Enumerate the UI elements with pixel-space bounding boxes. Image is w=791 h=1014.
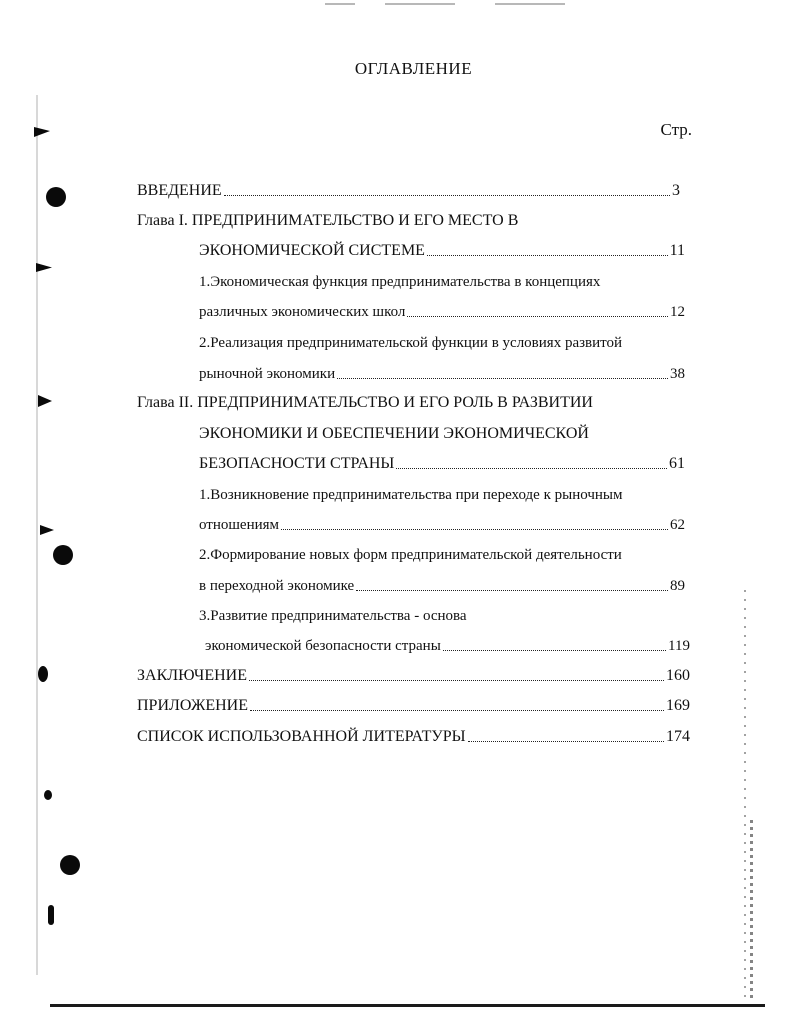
page-column-label: Стр. bbox=[660, 120, 692, 139]
toc-entry-section bbox=[199, 301, 685, 323]
dot-leader bbox=[249, 679, 664, 681]
toc-entry-conclusion bbox=[137, 665, 690, 687]
dot-leader bbox=[250, 709, 664, 711]
binding-mark bbox=[40, 525, 54, 535]
dot-leader bbox=[281, 528, 668, 530]
toc-page-number: 11 bbox=[669, 242, 685, 259]
toc-entry-text: БЕЗОПАСНОСТИ СТРАНЫ bbox=[199, 455, 395, 472]
toc-entry-text: в переходной экономике bbox=[199, 578, 355, 594]
toc-entry-intro bbox=[137, 180, 680, 202]
binding-mark bbox=[36, 263, 52, 272]
toc-entry-text: ПРИЛОЖЕНИЕ bbox=[137, 697, 249, 714]
scan-left-edge bbox=[36, 95, 38, 975]
punch-hole bbox=[53, 545, 73, 565]
toc-entry-chapter2 bbox=[199, 453, 685, 475]
dot-leader bbox=[427, 254, 668, 256]
toc-page-number: 89 bbox=[670, 578, 685, 594]
toc-chapter2-heading: ЭКОНОМИКИ И ОБЕСПЕЧЕНИИ ЭКОНОМИЧЕСКОЙ bbox=[199, 425, 589, 442]
toc-page-number: 62 bbox=[670, 517, 685, 533]
page-title: ОГЛАВЛЕНИЕ bbox=[354, 59, 473, 78]
dot-leader bbox=[224, 194, 670, 196]
dot-leader bbox=[468, 740, 664, 742]
toc-entry-appendix bbox=[137, 695, 690, 717]
toc-entry-section bbox=[205, 635, 690, 657]
dot-leader bbox=[356, 589, 668, 591]
scan-top-mark bbox=[385, 3, 455, 5]
dot-leader bbox=[337, 377, 668, 379]
toc-section-heading: 2.Реализация предпринимательской функции в условиях развитой bbox=[199, 335, 623, 351]
toc-page-number: 174 bbox=[666, 728, 690, 745]
punch-hole bbox=[46, 187, 66, 207]
binding-mark bbox=[44, 790, 52, 800]
punch-hole bbox=[60, 855, 80, 875]
toc-entry-section bbox=[199, 363, 685, 385]
toc-section-heading: 3.Развитие предпринимательства - основа bbox=[199, 608, 467, 624]
toc-chapter1-heading: Глава I. ПРЕДПРИНИМАТЕЛЬСТВО И ЕГО МЕСТО В bbox=[137, 212, 519, 229]
toc-section-heading: 1.Возникновение предпринимательства при переходе к рыночным bbox=[199, 487, 623, 503]
binding-mark bbox=[38, 395, 52, 407]
toc-entry-text: СПИСОК ИСПОЛЬЗОВАННОЙ ЛИТЕРАТУРЫ bbox=[137, 728, 466, 745]
toc-entry-text: экономической безопасности страны bbox=[205, 638, 441, 654]
toc-page-number: 12 bbox=[670, 304, 685, 320]
toc-entry-references bbox=[137, 726, 690, 748]
toc-page-number: 160 bbox=[666, 667, 690, 684]
binding-mark bbox=[48, 905, 54, 925]
toc-page-number: 3 bbox=[672, 182, 680, 199]
scan-right-noise bbox=[750, 820, 753, 1000]
scan-top-mark bbox=[325, 3, 355, 5]
toc-entry-text: ЭКОНОМИЧЕСКОЙ СИСТЕМЕ bbox=[199, 242, 425, 259]
toc-section-heading: 2.Формирование новых форм предпринимательской деятельности bbox=[199, 547, 622, 563]
toc-entry-section bbox=[199, 514, 685, 536]
toc-entry-text: различных экономических школ bbox=[199, 304, 406, 320]
dot-leader bbox=[407, 315, 668, 317]
toc-page-number: 169 bbox=[666, 697, 690, 714]
toc-entry-text: ВВЕДЕНИЕ bbox=[137, 182, 222, 199]
toc-section-heading: 1.Экономическая функция предпринимательства в концепциях bbox=[199, 274, 601, 290]
scan-right-noise bbox=[744, 590, 746, 1000]
binding-mark bbox=[34, 127, 50, 137]
toc-entry-text: ЗАКЛЮЧЕНИЕ bbox=[137, 667, 247, 684]
dot-leader bbox=[443, 649, 666, 651]
toc-chapter2-heading: Глава II. ПРЕДПРИНИМАТЕЛЬСТВО И ЕГО РОЛЬ В РАЗВИТИИ bbox=[137, 394, 593, 411]
scan-top-mark bbox=[495, 3, 565, 5]
toc-page-number: 119 bbox=[668, 638, 690, 654]
toc-entry-chapter1 bbox=[199, 240, 685, 262]
dot-leader bbox=[396, 467, 667, 469]
toc-entry-text: рыночной экономики bbox=[199, 366, 336, 382]
toc-page-number: 61 bbox=[669, 455, 685, 472]
toc-entry-text: отношениям bbox=[199, 517, 280, 533]
binding-mark bbox=[38, 666, 48, 682]
toc-page-number: 38 bbox=[670, 366, 685, 382]
scan-bottom-edge bbox=[50, 1004, 765, 1007]
toc-entry-section bbox=[199, 575, 685, 597]
